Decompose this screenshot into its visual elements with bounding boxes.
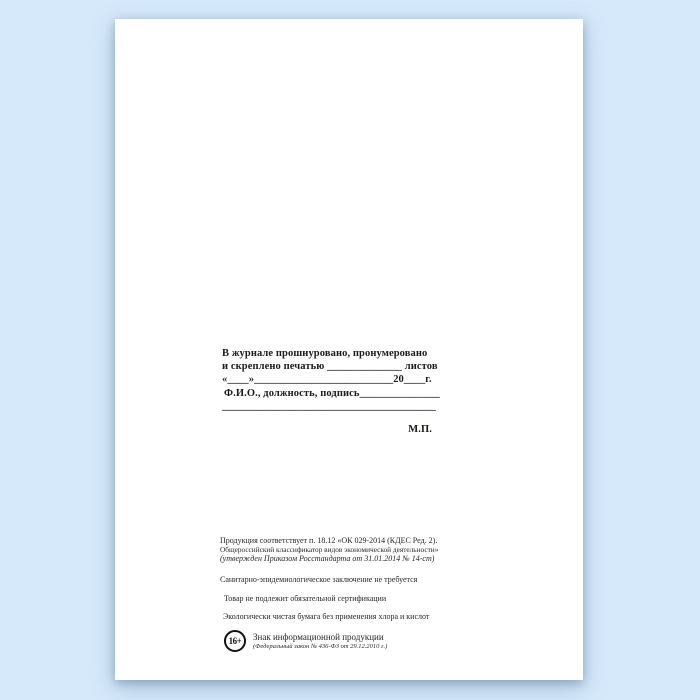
binding-line-date: «____»__________________________20____г. xyxy=(222,374,432,386)
classification-line-2: Общероссийский классификатор видов экономической деятельности» xyxy=(220,545,439,554)
certification-note: Товар не подлежит обязательной сертификации xyxy=(224,594,387,603)
binding-line-fio: Ф.И.О., должность, подпись_______________ xyxy=(224,387,440,399)
binding-line-signature-rule: ________________________________________ xyxy=(222,400,436,412)
classification-line-3: (утвержден Приказом Росстандарта от 31.01.2014 № 14-ст) xyxy=(220,554,435,563)
binding-certification-block xyxy=(222,347,440,436)
age-mark-text xyxy=(253,632,387,651)
seal-place-label: М.П. xyxy=(408,424,432,436)
product-classification-note xyxy=(220,536,438,563)
age-mark-row xyxy=(224,630,387,652)
age-mark-title: Знак информационной продукции xyxy=(253,632,384,642)
journal-back-page xyxy=(115,19,583,680)
ecology-note: Экологически чистая бумага без применения хлора и кислот xyxy=(223,612,430,621)
binding-line-1: В журнале прошнуровано, пронумеровано xyxy=(222,348,428,359)
age-16-plus-icon: 16+ xyxy=(224,630,246,652)
binding-line-2: и скреплено печатью ______________ листов xyxy=(222,361,438,373)
classification-line-1: Продукция соответствует п. 18.12 «ОК 029-2014 (КДЕС Ред. 2). xyxy=(220,536,438,545)
age-mark-law-reference: (Федеральный закон № 436-ФЗ от 29.12.2010 г.) xyxy=(253,643,388,650)
sanitary-note: Санитарно-эпидемиологическое заключение не требуется xyxy=(220,575,418,584)
